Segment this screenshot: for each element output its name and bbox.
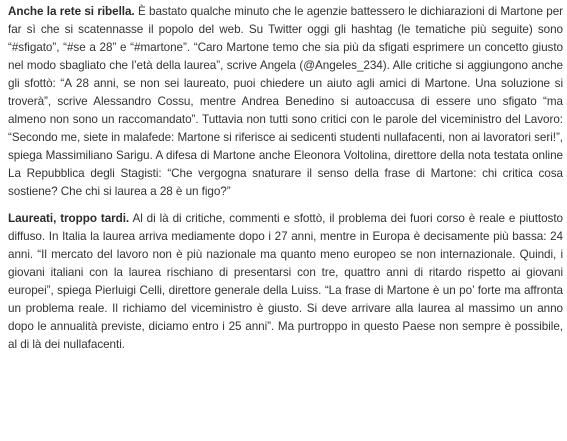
paragraph-text: Al di là di critiche, commenti e sfottò, il problema dei fuori corso è reale e piuttosto diffuso. In Italia la laurea arriva mediamente dopo i 27 anni, mentre in Europa è decisamente più bassa: 24 anni. “Il mercato del lavoro non è più nazionale ma quanto meno europeo se non internazionale. Quindi, i giovani italiani con la laurea rischiano di presentarsi con tre, quattro anni di ritardo rispetto ai giovani europei”, spiega Pierluigi Celli, direttore generale della Luiss. “La frase di Martone è un po’ forte ma affronta un problema reale. Il richiamo del viceministro è giusto. Si deve arrivare alla laurea al massimo un anno dopo le annualità previste, diciamo entro i 25 anni”. Ma purtroppo in questo Paese non sempre è possibile, al di là dei nullafacenti. — [8, 212, 563, 351]
paragraph-laureati-troppo-tardi — [8, 210, 563, 354]
paragraph-lead: Anche la rete si ribella. — [8, 5, 135, 18]
paragraph-rete-si-ribella — [8, 0, 563, 201]
paragraph-lead: Laureati, troppo tardi. — [8, 212, 130, 225]
paragraph-text: È bastato qualche minuto che le agenzie battessero le dichiarazioni di Martone per far sì che si scatennasse il popolo del web. Su Twitter oggi gli hashtag (le tematiche più seguite) sono “#sfigato”, “#se a 28” e “#martone”. “Caro Martone temo che sia più da sfigati esprimere un concetto giusto nel modo sbagliato che l’età della laurea”, scrive Angela (@Angeles_234). Alle critiche si aggiungono anche gli sfottò: “A 28 anni, se non sei laureato, puoi chiedere un aiuto agli amici di Martone. Una soluzione si troverà”, scrive Alessandro Cossu, mentre Andrea Benedino si autoaccusa di essere uno sfigato “ma almeno non sono un raccomandato”. Tuttavia non tutti sono critici con le parole del viceministro del Lavoro: “Secondo me, siete in malafede: Martone si riferisce ai sedicenti studenti nullafacenti, non ai lavoratori seri!”, spiega Massimiliano Sarigu. A difesa di Martone anche Eleonora Voltolina, direttore della nota testata online La Repubblica degli Stagisti: “Che vergogna snaturare il senso della frase di Martone: chi critica cosa sostiene? Che chi si laurea a 28 è un figo?” — [8, 5, 563, 198]
